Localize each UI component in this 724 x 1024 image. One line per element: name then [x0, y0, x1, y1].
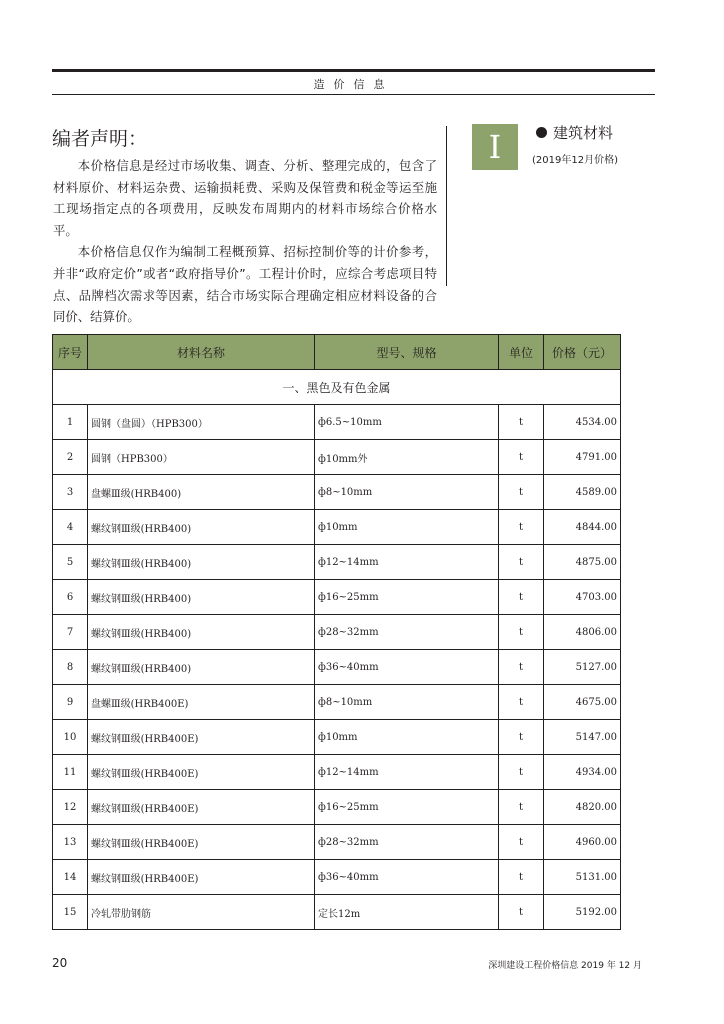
column-divider — [446, 126, 447, 286]
material-name: 螺纹钢Ⅲ级(HRB400) — [88, 580, 315, 615]
table-row — [53, 895, 621, 930]
price: 4844.00 — [544, 510, 621, 545]
row-number: 11 — [53, 755, 88, 790]
material-name: 螺纹钢Ⅲ级(HRB400E) — [88, 755, 315, 790]
table-header-row — [53, 335, 621, 370]
section-title: 一、黑色及有色金属 — [53, 370, 621, 405]
price: 5192.00 — [544, 895, 621, 930]
material-name: 圆钢（HPB300） — [88, 440, 315, 475]
table-row — [53, 405, 621, 440]
category-title: 建筑材料 — [553, 124, 614, 142]
material-name: 螺纹钢Ⅲ级(HRB400E) — [88, 720, 315, 755]
price: 5147.00 — [544, 720, 621, 755]
row-number: 12 — [53, 790, 88, 825]
material-spec: ф36~40mm — [315, 650, 499, 685]
header-name: 材料名称 — [88, 335, 315, 370]
statement-title: 编者声明： — [52, 128, 148, 150]
table-row — [53, 720, 621, 755]
material-spec: 定长12m — [315, 895, 499, 930]
page-number: 20 — [52, 956, 68, 970]
row-number: 14 — [53, 860, 88, 895]
material-name: 螺纹钢Ⅲ级(HRB400E) — [88, 790, 315, 825]
row-number: 13 — [53, 825, 88, 860]
header-price: 价格（元） — [544, 335, 621, 370]
material-spec: ф8~10mm — [315, 475, 499, 510]
row-number: 6 — [53, 580, 88, 615]
price: 5127.00 — [544, 650, 621, 685]
publication-info: 深圳建设工程价格信息 2019 年 12 月 — [488, 961, 642, 971]
top-rule — [52, 69, 655, 72]
unit: t — [499, 510, 544, 545]
table-row — [53, 615, 621, 650]
material-spec: ф16~25mm — [315, 580, 499, 615]
price-table — [52, 334, 621, 930]
price: 5131.00 — [544, 860, 621, 895]
material-name: 盘螺Ⅲ级(HRB400E) — [88, 685, 315, 720]
bullet-icon — [536, 127, 547, 138]
unit: t — [499, 825, 544, 860]
material-name: 螺纹钢Ⅲ级(HRB400) — [88, 545, 315, 580]
unit: t — [499, 790, 544, 825]
row-number: 10 — [53, 720, 88, 755]
unit: t — [499, 580, 544, 615]
table-row — [53, 440, 621, 475]
table-row — [53, 790, 621, 825]
material-name: 螺纹钢Ⅲ级(HRB400) — [88, 615, 315, 650]
material-spec: ф6.5~10mm — [315, 405, 499, 440]
statement-body — [53, 155, 437, 328]
unit: t — [499, 615, 544, 650]
header-spec: 型号、规格 — [315, 335, 499, 370]
unit: t — [499, 685, 544, 720]
material-name: 盘螺Ⅲ级(HRB400) — [88, 475, 315, 510]
table-row — [53, 860, 621, 895]
price: 4960.00 — [544, 825, 621, 860]
table-row — [53, 580, 621, 615]
unit: t — [499, 650, 544, 685]
unit: t — [499, 545, 544, 580]
section-row — [53, 370, 621, 405]
material-spec: ф10mm外 — [315, 440, 499, 475]
unit: t — [499, 755, 544, 790]
price: 4875.00 — [544, 545, 621, 580]
price: 4589.00 — [544, 475, 621, 510]
table-row — [53, 650, 621, 685]
header-rule — [52, 94, 655, 95]
row-number: 1 — [53, 405, 88, 440]
header-unit: 单位 — [499, 335, 544, 370]
material-name: 螺纹钢Ⅲ级(HRB400E) — [88, 860, 315, 895]
price: 4791.00 — [544, 440, 621, 475]
category-heading — [536, 122, 613, 143]
unit: t — [499, 440, 544, 475]
row-number: 3 — [53, 475, 88, 510]
table-row — [53, 475, 621, 510]
table-row — [53, 545, 621, 580]
table-row — [53, 755, 621, 790]
header-no: 序号 — [53, 335, 88, 370]
row-number: 2 — [53, 440, 88, 475]
unit: t — [499, 860, 544, 895]
statement-paragraph: 本价格信息仅作为编制工程概预算、招标控制价等的计价参考，并非“政府定价”或者“政府指导价”。工程计价时，应综合考虑项目特点、品牌档次需求等因素，结合市场实际合理确定相应材料设备的合同价、结算价。 — [53, 244, 437, 325]
material-name: 圆钢（盘圆）（HPB300） — [88, 405, 315, 440]
unit: t — [499, 895, 544, 930]
unit: t — [499, 475, 544, 510]
price: 4534.00 — [544, 405, 621, 440]
table-row — [53, 510, 621, 545]
material-name: 螺纹钢Ⅲ级(HRB400) — [88, 650, 315, 685]
row-number: 4 — [53, 510, 88, 545]
price: 4675.00 — [544, 685, 621, 720]
category-numeral-badge: I — [472, 124, 518, 170]
material-spec: ф28~32mm — [315, 615, 499, 650]
material-spec: ф28~32mm — [315, 825, 499, 860]
row-number: 7 — [53, 615, 88, 650]
table-row — [53, 685, 621, 720]
material-spec: ф8~10mm — [315, 685, 499, 720]
running-header: 造价信息 — [313, 78, 394, 91]
row-number: 5 — [53, 545, 88, 580]
material-spec: ф12~14mm — [315, 545, 499, 580]
row-number: 15 — [53, 895, 88, 930]
material-name: 螺纹钢Ⅲ级(HRB400) — [88, 510, 315, 545]
material-spec: ф10mm — [315, 510, 499, 545]
price: 4934.00 — [544, 755, 621, 790]
category-subtitle: (2019年12月价格) — [532, 155, 618, 166]
statement-paragraph: 本价格信息是经过市场收集、调查、分析、整理完成的，包含了材料原价、材料运杂费、运输损耗费、采购及保管费和税金等运至施工现场指定点的各项费用，反映发布周期内的材料市场综合价格水平。 — [53, 158, 437, 238]
price: 4820.00 — [544, 790, 621, 825]
row-number: 9 — [53, 685, 88, 720]
unit: t — [499, 405, 544, 440]
table-row — [53, 825, 621, 860]
price: 4806.00 — [544, 615, 621, 650]
material-name: 螺纹钢Ⅲ级(HRB400E) — [88, 825, 315, 860]
material-spec: ф36~40mm — [315, 860, 499, 895]
material-spec: ф10mm — [315, 720, 499, 755]
price: 4703.00 — [544, 580, 621, 615]
material-name: 冷轧带肋钢筋 — [88, 895, 315, 930]
material-spec: ф16~25mm — [315, 790, 499, 825]
material-spec: ф12~14mm — [315, 755, 499, 790]
unit: t — [499, 720, 544, 755]
row-number: 8 — [53, 650, 88, 685]
